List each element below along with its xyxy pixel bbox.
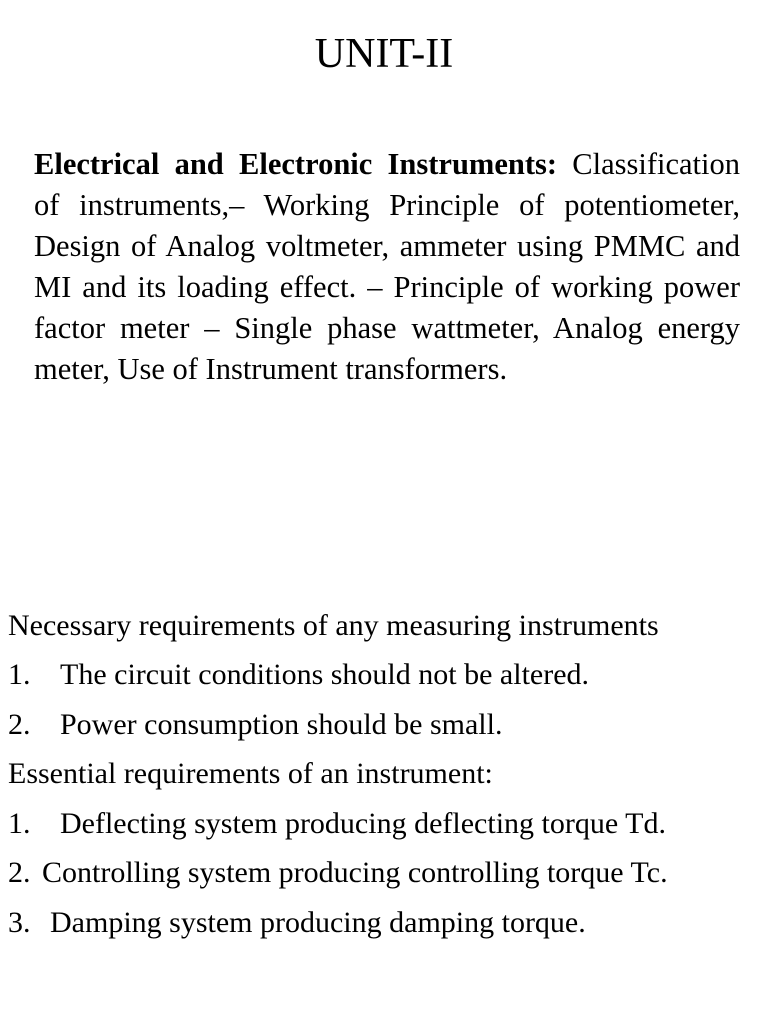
list-item-number: 1. — [8, 658, 31, 691]
list-item — [8, 705, 502, 745]
list-item-number: 1. — [8, 807, 31, 840]
list-item — [8, 655, 589, 695]
page-title: UNIT-II — [314, 31, 454, 77]
essential-heading: Essential requirements of an instrument: — [8, 757, 493, 790]
syllabus-heading: Electrical and Electronic Instruments: — [34, 147, 557, 181]
list-item-number: 2. — [8, 856, 31, 889]
list-item — [8, 903, 586, 943]
list-item — [8, 853, 668, 893]
necessary-heading: Necessary requirements of any measuring instruments — [8, 609, 659, 642]
list-item-text: The circuit conditions should not be altered. — [60, 658, 590, 691]
syllabus-paragraph — [34, 144, 740, 390]
list-item-number: 3. — [8, 906, 31, 939]
list-item-text: Deflecting system producing deflecting torque Td. — [60, 807, 666, 840]
list-item — [8, 804, 666, 844]
list-item-text: Damping system producing damping torque. — [50, 906, 586, 939]
list-item-number: 2. — [8, 708, 31, 741]
syllabus-body: Classification of instruments,– Working Principle of potentiometer, Design of Analog voltmeter, ammeter using PMMC and MI and its loading effect. – Principle of working power factor meter – Single phase wattmeter, Analog energy meter, Use of Instrument transformers. — [34, 147, 740, 386]
list-item-text: Controlling system producing controlling torque Tc. — [42, 856, 668, 889]
list-item-text: Power consumption should be small. — [60, 708, 503, 741]
